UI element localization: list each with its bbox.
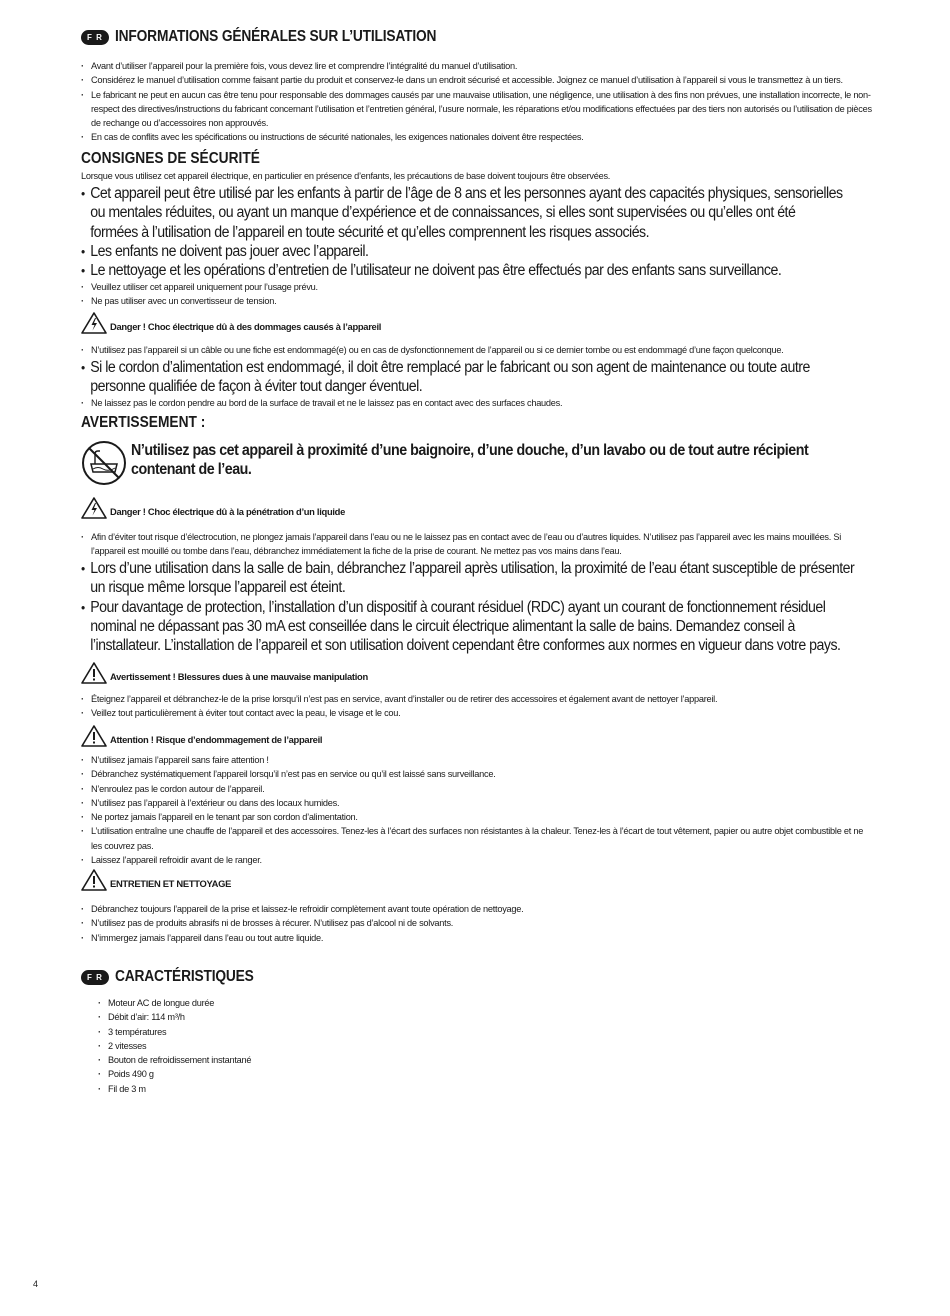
maintenance-label: ENTRETIEN ET NETTOYAGE [110,878,232,889]
safety-title: CONSIGNES DE SÉCURITÉ [81,150,260,167]
list-item: · Afin d’éviter tout risque d’électrocution, ne plongez jamais l’appareil dans l’eau ou ne le laissez pas en contact avec de l’eau ou d’autres liquides. N’utilisez pas l’appareil avec les mains mouillées. Si l’appareil est mouillé ou tombe dans l’eau, débranchez immédiatement la fiche de la prise de courant. Ne mettez pas vos mains dans l’eau. [81,530,851,559]
list-item: · Débranchez systématiquement l’appareil lorsqu’il n’est pas en service ou qu’il est laissé sans surveillance. [81,767,871,781]
danger-liquid-list [81,530,851,559]
list-item: · Ne pas utiliser avec un convertisseur de tension. [81,294,881,308]
danger-liquid-label: Danger ! Choc électrique dû à la pénétration d’un liquide [110,506,346,517]
no-bathtub-icon [81,440,127,486]
list-item: · Ne laissez pas le cordon pendre au bord de la surface de travail et ne le laissez pas en contact avec des surfaces chaudes. [81,396,881,410]
list-item: • Pour davantage de protection, l’installation d’un dispositif à courant résiduel (RDC) ayant un courant de fonctionnement résiduel nominal ne dépassant pas 30 mA est conseillée dans le circuit électrique alimentant la salle de bains. Demandez conseil à l’installateur. L’installation de l’appareil et son utilisation doivent cependant être conformes aux normes en vigueur dans votre pays. [81,598,863,656]
list-item: · N’utilisez pas l’appareil si un câble ou une fiche est endommagé(e) ou en cas de dysfonctionnement de l’appareil ou si ce dernier tombe ou est endommagé d’une façon quelconque. [81,343,881,357]
danger-damage-heading [81,312,381,334]
warning-triangle-icon [81,662,107,684]
safety-intro: Lorsque vous utilisez cet appareil électrique, en particulier en présence d’enfants, les précautions de base doivent toujours être observées. [81,171,611,181]
list-item: · Moteur AC de longue durée [98,996,498,1010]
avertissement-text: N’utilisez pas cet appareil à proximité d’une baignoire, d’une douche, d’un lavabo ou de tout autre récipient contenant de l’eau. [131,442,809,478]
list-item: · Bouton de refroidissement instantané [98,1053,498,1067]
warning-handling-heading [81,662,368,684]
general-list [81,59,881,145]
language-badge: F R [81,970,109,985]
danger-damage-list-b [81,396,881,410]
warning-handling-label: Avertissement ! Blessures dues à une mauvaise manipulation [110,671,368,682]
danger-damage-list-a [81,343,881,357]
warning-triangle-electric-icon [81,497,107,519]
attention-heading [81,725,322,747]
list-item: · Débranchez toujours l’appareil de la prise et laissez-le refroidir complètement avant toute opération de nettoyage. [81,902,881,916]
safety-large-list [81,184,845,280]
list-item: · Laissez l’appareil refroidir avant de le ranger. [81,853,871,867]
list-item: · En cas de conflits avec les spécifications ou instructions de sécurité nationales, les exigences nationales doivent être respectées. [81,130,881,144]
general-section-header [81,28,489,46]
list-item: · N’immergez jamais l’appareil dans l’eau ou tout autre liquide. [81,931,881,945]
list-item: · Considérez le manuel d’utilisation comme faisant partie du produit et conservez-le dans un endroit sécurisé et accessible. Joignez ce manuel d’utilisation à l’appareil si vous le transmettez à un tiers. [81,73,881,87]
maintenance-heading [81,869,231,891]
list-item: · Fil de 3 m [98,1082,498,1096]
avertissement-title: AVERTISSEMENT : [81,414,206,431]
list-item: • Les enfants ne doivent pas jouer avec l’appareil. [81,242,845,261]
maintenance-list [81,902,881,945]
list-item: · Poids 490 g [98,1067,498,1081]
list-item: • Si le cordon d’alimentation est endommagé, il doit être remplacé par le fabricant ou son agent de maintenance ou toute autre personne qualifiée de façon à éviter tout danger éventuel. [81,358,845,397]
attention-list [81,753,871,867]
general-section-title: INFORMATIONS GÉNÉRALES SUR L’UTILISATION [115,28,437,45]
list-item: • Cet appareil peut être utilisé par les enfants à partir de l’âge de 8 ans et les personnes ayant des capacités physiques, sensorielles ou mentales réduites, ou ayant un manque d’expérience et de connaissances, si elles sont supervisées ou qu’elles ont été formées à l’utilisation de l’appareil en toute sécurité et qu’elles comprennent les risques associés. [81,184,845,242]
list-item: · N’enroulez pas le cordon autour de l’appareil. [81,782,871,796]
list-item: · L’utilisation entraîne une chauffe de l’appareil et des accessoires. Tenez-les à l’écart des surfaces non résistantes à la chaleur. Tenez-les à l’écart de tout vêtement, papier ou autre objet combustible et ne les couvrez pas. [81,824,871,853]
attention-label: Attention ! Risque d’endommagement de l’appareil [110,734,323,745]
warning-triangle-icon [81,725,107,747]
list-item: · 3 températures [98,1025,498,1039]
list-item: · Ne portez jamais l’appareil en le tenant par son cordon d’alimentation. [81,810,871,824]
list-item: · Veillez tout particulièrement à éviter tout contact avec la peau, le visage et le cou. [81,706,881,720]
warning-triangle-icon [81,869,107,891]
danger-damage-label: Danger ! Choc électrique dû à des dommages causés à l’appareil [110,321,382,332]
danger-damage-large-list [81,358,845,397]
list-item: · 2 vitesses [98,1039,498,1053]
list-item: · N’utilisez jamais l’appareil sans faire attention ! [81,753,871,767]
list-item: · N’utilisez pas de produits abrasifs ni de brosses à récurer. N’utilisez pas d’alcool ni de solvants. [81,916,881,930]
warning-handling-list [81,692,881,721]
language-badge: F R [81,30,109,45]
specs-list [98,996,498,1096]
list-item: · Débit d’air: 114 m³/h [98,1010,498,1024]
list-item: • Lors d’une utilisation dans la salle de bain, débranchez l’appareil après utilisation, la proximité de l’eau étant susceptible de présenter un risque même lorsque l’appareil est éteint. [81,559,863,598]
list-item: · N’utilisez pas l’appareil à l’extérieur ou dans des locaux humides. [81,796,871,810]
page-number: 4 [33,1279,39,1289]
danger-liquid-large-list [81,559,863,655]
list-item: · Avant d’utiliser l’appareil pour la première fois, vous devez lire et comprendre l’intégralité du manuel d’utilisation. [81,59,881,73]
list-item: · Éteignez l’appareil et débranchez-le de la prise lorsqu’il n’est pas en service, avant d’installer ou de retirer des accessoires et également avant de nettoyer l’appareil. [81,692,881,706]
specs-section-title: CARACTÉRISTIQUES [115,968,254,985]
warning-triangle-electric-icon [81,312,107,334]
specs-section-header [81,968,276,986]
danger-liquid-heading [81,497,345,519]
list-item: • Le nettoyage et les opérations d’entretien de l’utilisateur ne doivent pas être effectués par des enfants sans surveillance. [81,261,845,280]
list-item: · Veuillez utiliser cet appareil uniquement pour l’usage prévu. [81,280,881,294]
list-item: · Le fabricant ne peut en aucun cas être tenu pour responsable des dommages causés par une mauvaise utilisation, une négligence, une utilisation à des fins non prévues, une installation incorrecte, le non-respect des directives/instructions du fabricant concernant l’utilisation et l’entretien général, l’usure normale, les réparations et/ou modifications effectuées par des tiers non autorisés ou l’utilisation de pièces de rechange ou d’accessoires non approuvés. [81,88,881,131]
safety-small-list [81,280,881,309]
